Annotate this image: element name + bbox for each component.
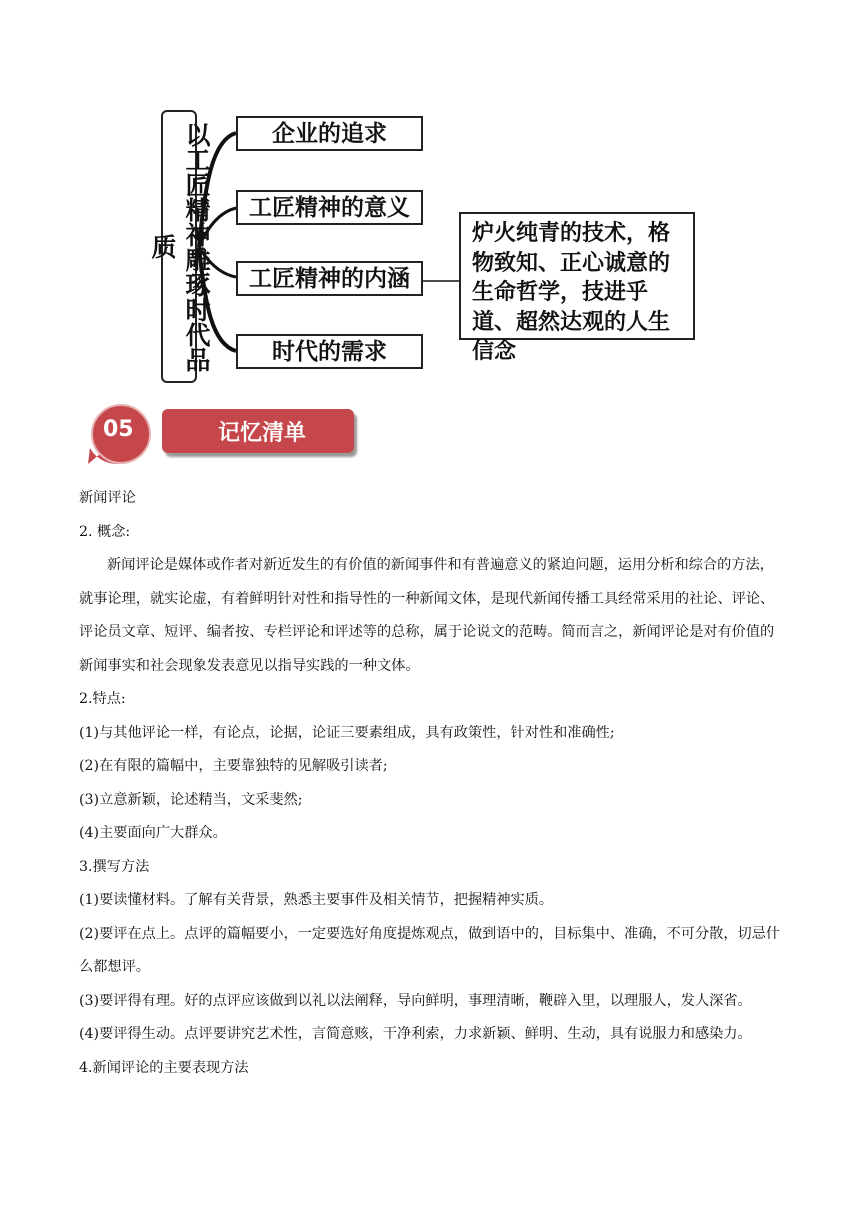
- mind-map: [0, 0, 860, 400]
- feature-item: (1)与其他评论一样，有论点，论据，论证三要素组成，具有政策性，针对性和准确性;: [79, 724, 615, 741]
- feature-item: (2)在有限的篇幅中，主要靠独特的见解吸引读者;: [79, 758, 388, 774]
- banner-number-badge: [86, 404, 152, 466]
- expression-label: 4.新闻评论的主要表现方法: [79, 1059, 249, 1076]
- method-item: (4)要评得生动。点评要讲究艺术性，言简意赅，干净利索，力求新颖、鲜明、生动，具有说服力和感染力。: [79, 1026, 752, 1042]
- methods-label: 3.撰写方法: [79, 858, 150, 875]
- document-body: [79, 482, 785, 1085]
- method-item: (2)要评在点上。点评的篇幅要小，一定要选好角度提炼观点，做到语中的，目标集中、准确，不可分散，切忌什么都想评。: [79, 925, 781, 975]
- branch-node: 工匠精神的意义: [236, 190, 423, 225]
- banner-title: 记忆清单: [218, 421, 307, 446]
- branch-node: 工匠精神的内涵: [236, 261, 423, 296]
- method-item: (3)要评得有理。好的点评应该做到以礼以法阐释，导向鲜明，事理清晰，鞭辟入里，以理服人，发人深省。: [79, 992, 752, 1009]
- concept-label: 2. 概念:: [79, 523, 131, 540]
- banner-title-pill: [162, 409, 354, 453]
- feature-item: (4)主要面向广大群众。: [79, 825, 227, 841]
- method-item: (1)要读懂材料。了解有关背景，熟悉主要事件及相关情节，把握精神实质。: [79, 892, 554, 908]
- branch-node: 时代的需求: [236, 334, 423, 369]
- banner-number: 05: [103, 417, 134, 442]
- feature-item: (3)立意新颖，论述精当，文采斐然;: [79, 791, 303, 808]
- section-heading: 新闻评论: [79, 490, 136, 506]
- detail-box: 炉火纯青的技术，格物致知、正心诚意的生命哲学，技进乎道、超然达观的人生信念: [459, 212, 695, 340]
- concept-paragraph: 新闻评论是媒体或作者对新近发生的有价值的新闻事件和有普遍意义的紧迫问题，运用分析和综合的方法，就事论理，就实论虚，有着鲜明针对性和指导性的一种新闻文体，是现代新闻传播工具经常采用的社论、评论、评论员文章、短评、编者按、专栏评论和评述等的总称，属于论说文的范畴。简而言之，新闻评论是对有价值的新闻事实和社会现象发表意见以指导实践的一种文体。: [79, 557, 775, 674]
- features-label: 2.特点:: [79, 691, 126, 707]
- main-topic-box: 以工匠精神雕琢时代品质: [161, 110, 197, 383]
- branch-node: 企业的追求: [236, 116, 423, 151]
- section-banner: [86, 404, 366, 470]
- mind-map-connectors: [0, 0, 860, 400]
